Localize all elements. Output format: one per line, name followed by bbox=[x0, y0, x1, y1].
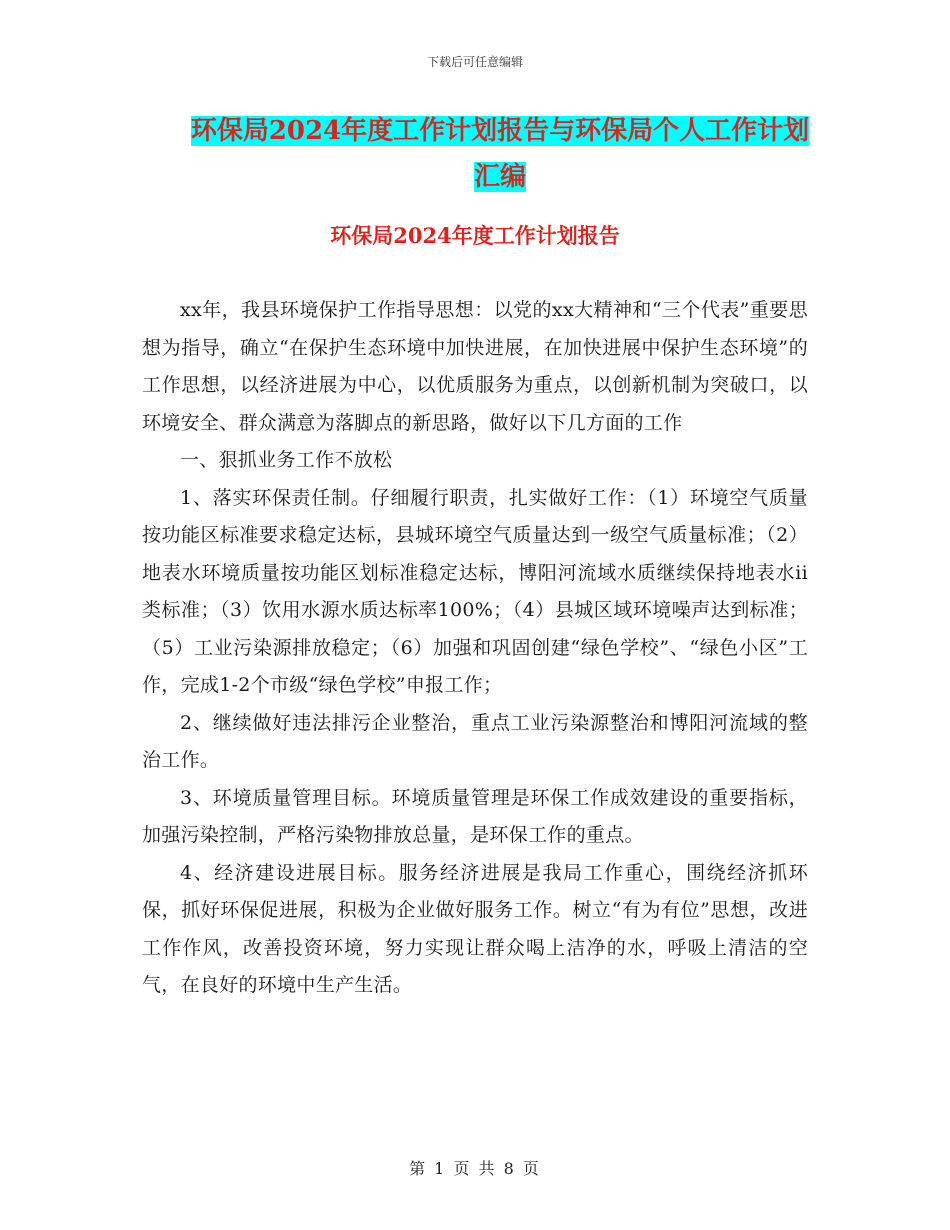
paragraph-intro: xx年，我县环境保护工作指导思想：以党的xx大精神和“三个代表”重要思想为指导，确立“在保护生态环境中加快进展，在加快进展中保护生态环境”的工作思想，以经济进展为中心，以优质服务为重点，以创新机制为突破口，以环境安全、群众满意为落脚点的新思路，做好以下几方面的工作 bbox=[142, 299, 808, 434]
main-title-line-1: 环保局2024年度工作计划报告与环保局个人工作计划 bbox=[190, 116, 810, 146]
page-number-footer: 第 1 页 共 8 页 bbox=[409, 1159, 541, 1178]
paragraph-item-1: 1、落实环保责任制。仔细履行职责，扎实做好工作：（1）环境空气质量按功能区标准要求稳定达标，县城环境空气质量达到一级空气质量标准；（2）地表水环境质量按功能区划标准稳定达标，博阳河流域水质继续保持地表水ii类标准；（3）饮用水源水质达标率100%；（4）县城区域环境噪声达到标准；（5）工业污染源排放稳定；（6）加强和巩固创建“绿色学校”、“绿色小区”工作，完成1-2个市级“绿色学校”申报工作； bbox=[142, 486, 808, 696]
paragraph-item-3: 3、环境质量管理目标。环境质量管理是环保工作成效建设的重要指标，加强污染控制，严格污染物排放总量，是环保工作的重点。 bbox=[142, 786, 808, 846]
paragraph-item-4: 4、经济建设进展目标。服务经济进展是我局工作重心，围绕经济抓环保，抓好环保促进展，积极为企业做好服务工作。树立“有为有位”思想，改进工作作风，改善投资环境，努力实现让群众喝上洁净的水，呼吸上清洁的空气，在良好的环境中生产生活。 bbox=[142, 861, 808, 996]
paragraph-item-2: 2、继续做好违法排污企业整治，重点工业污染源整治和博阳河流域的整治工作。 bbox=[142, 711, 808, 771]
page-header-note: 下载后可任意编辑 bbox=[426, 55, 523, 69]
section-title: 环保局2024年度工作计划报告 bbox=[330, 223, 620, 248]
document-main-title bbox=[140, 108, 860, 200]
document-body bbox=[142, 292, 808, 1005]
paragraph-heading-1: 一、狠抓业务工作不放松 bbox=[180, 449, 393, 471]
main-title-line-2: 汇编 bbox=[473, 162, 526, 192]
